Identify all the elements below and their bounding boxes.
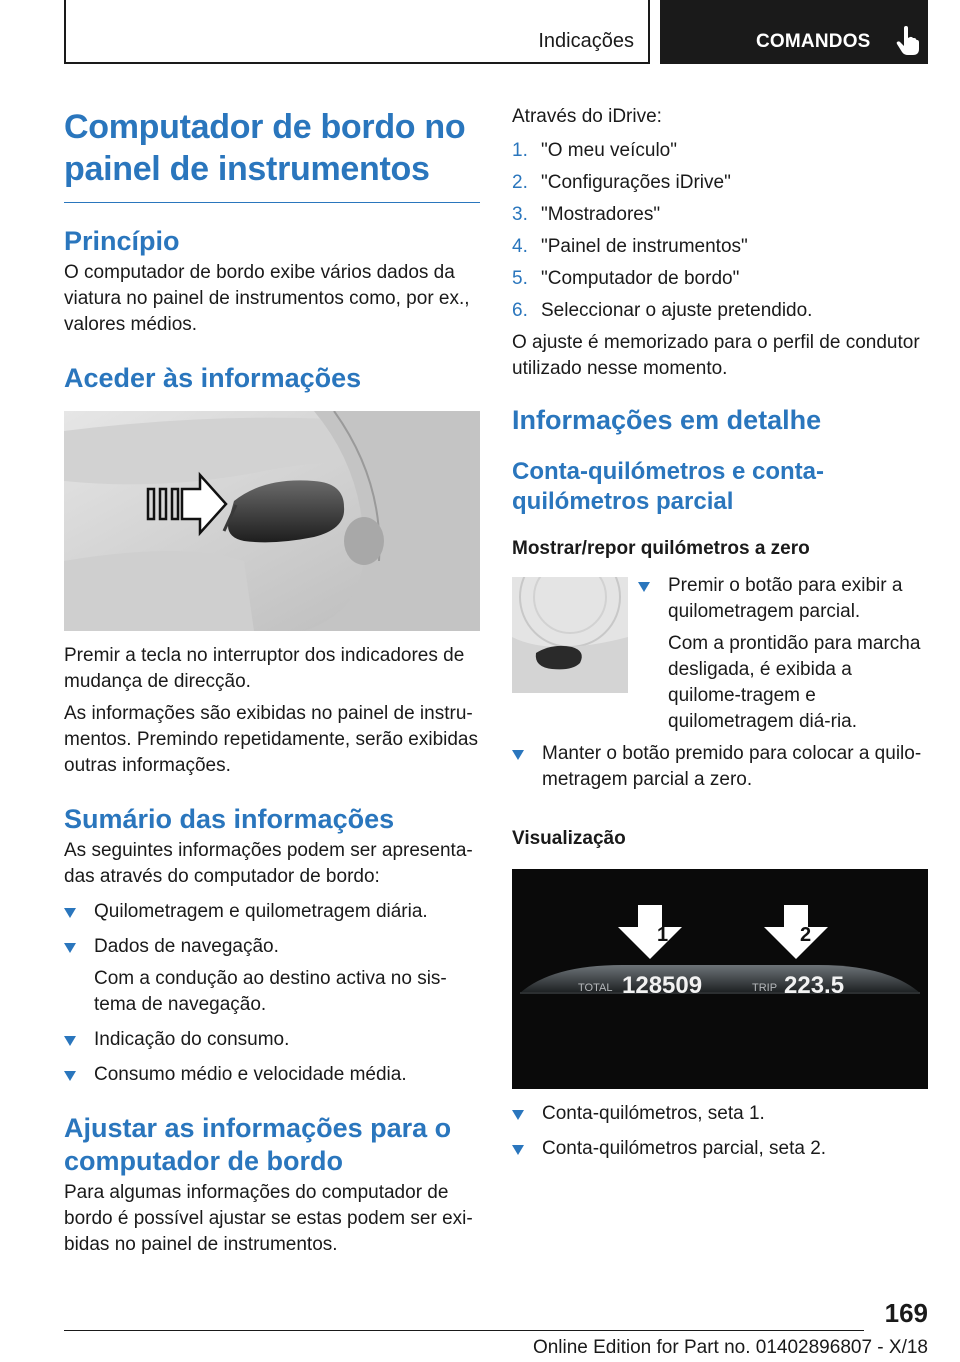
header-chapter-title: COMANDOS bbox=[756, 31, 871, 52]
show-reset-heading: Mostrar/repor quilómetros a zero bbox=[512, 538, 810, 559]
step-number: 2. bbox=[512, 172, 528, 193]
header-chapter-box bbox=[660, 0, 928, 64]
summary-heading: Sumário das informações bbox=[64, 804, 395, 834]
turn-signal-stalk-image bbox=[64, 411, 480, 631]
press-button-item bbox=[638, 573, 928, 735]
step-text: Seleccionar o ajuste pretendido. bbox=[541, 300, 813, 321]
footer-rule bbox=[64, 1330, 864, 1331]
triangle-bullet-icon bbox=[64, 1036, 76, 1046]
list-item bbox=[64, 1062, 482, 1088]
title-rule bbox=[64, 202, 480, 203]
step-number: 6. bbox=[512, 300, 528, 321]
step-text: "Configurações iDrive" bbox=[541, 172, 731, 193]
adjust-heading bbox=[64, 1112, 482, 1178]
step-item bbox=[512, 202, 928, 228]
list-item bbox=[64, 934, 482, 1018]
hold-item-text: Manter o botão premido para colocar a quilo‐metragem parcial a zero. bbox=[542, 743, 922, 790]
triangle-bullet-icon bbox=[638, 582, 650, 592]
step-text: "Mostradores" bbox=[541, 204, 661, 225]
odometer-heading bbox=[512, 457, 928, 517]
view-heading: Visualização bbox=[512, 828, 626, 849]
list-item-text: Indicação do consumo. bbox=[94, 1029, 290, 1050]
access-heading: Aceder às informações bbox=[64, 363, 362, 393]
footer-edition: Online Edition for Part no. 01402896807 - X/18 bbox=[532, 1337, 928, 1358]
step-text: "Painel de instrumentos" bbox=[541, 236, 748, 257]
odometer-display-image bbox=[512, 869, 928, 1089]
press-item-note: Com a prontidão para marcha desligada, é exibida a quilome‐tragem e quilometragem diá‐ria. bbox=[668, 633, 921, 732]
odometer-button-image bbox=[512, 577, 628, 693]
odometer-heading-line-1: Conta-quilómetros e conta- bbox=[512, 458, 825, 485]
left-column bbox=[64, 100, 482, 1258]
page-title-line-1: Computador de bordo no bbox=[64, 108, 466, 146]
header-section-title: Indicações bbox=[538, 30, 634, 52]
trip-value: 223.5 bbox=[784, 972, 845, 999]
access-text-1: Premir a tecla no interruptor dos indicadores de mudança de direcção. bbox=[64, 645, 465, 692]
detail-heading: Informações em detalhe bbox=[512, 405, 822, 435]
adjust-text: Para algumas informações do computador de bordo é possível ajustar se estas podem ser exi‐bidas no painel de instrumentos. bbox=[64, 1182, 473, 1255]
page-title bbox=[64, 100, 482, 190]
adjust-heading-line-2: computador de bordo bbox=[64, 1146, 343, 1176]
press-item-text: Premir o botão para exibir a quilometragem parcial. bbox=[668, 575, 903, 622]
right-column bbox=[512, 100, 928, 1162]
access-text-2: As informações são exibidas no painel de instru‐mentos. Premindo repetidamente, serão exibidas outras informações. bbox=[64, 703, 479, 776]
odometer-button-illustration bbox=[512, 577, 628, 693]
list-item bbox=[64, 899, 482, 925]
triangle-bullet-icon bbox=[512, 750, 524, 760]
list-item-note: Com a condução ao destino activa no sis‐tema de navegação. bbox=[94, 968, 447, 1015]
memorized-text: O ajuste é memorizado para o perfil de condutor utilizado nesse momento. bbox=[512, 332, 920, 379]
odometer-heading-line-2: quilómetros parcial bbox=[512, 488, 734, 515]
step-number: 5. bbox=[512, 268, 528, 289]
step-item bbox=[512, 138, 928, 164]
reset-block bbox=[512, 573, 928, 739]
step-text: "O meu veículo" bbox=[541, 140, 677, 161]
step-item bbox=[512, 234, 928, 260]
step-item bbox=[512, 266, 928, 292]
triangle-bullet-icon bbox=[64, 1071, 76, 1081]
list-item-text: Dados de navegação. bbox=[94, 936, 279, 957]
triangle-bullet-icon bbox=[64, 908, 76, 918]
step-item bbox=[512, 298, 928, 324]
total-label: TOTAL bbox=[578, 982, 613, 994]
view-item-text: Conta-quilómetros parcial, seta 2. bbox=[542, 1138, 827, 1159]
odometer-display-illustration bbox=[512, 869, 928, 1089]
step-number: 1. bbox=[512, 140, 528, 161]
view-item-text: Conta-quilómetros, seta 1. bbox=[542, 1103, 765, 1124]
total-value: 128509 bbox=[622, 972, 703, 999]
header-section-box bbox=[64, 0, 650, 64]
principle-text: O computador de bordo exibe vários dados da viatura no painel de instrumentos como, por ex., valores médios. bbox=[64, 262, 470, 335]
view-item bbox=[512, 1101, 928, 1127]
list-item bbox=[64, 1027, 482, 1053]
list-item-text: Consumo médio e velocidade média. bbox=[94, 1064, 407, 1085]
step-number: 3. bbox=[512, 204, 528, 225]
view-item bbox=[512, 1136, 928, 1162]
page-number: 169 bbox=[884, 1298, 928, 1328]
trip-label: TRIP bbox=[752, 982, 778, 994]
hold-button-item bbox=[512, 741, 928, 793]
turn-signal-stalk-illustration bbox=[64, 411, 480, 631]
idrive-intro: Através do iDrive: bbox=[512, 106, 662, 127]
summary-intro: As seguintes informações podem ser apresenta‐das através do computador de bordo: bbox=[64, 840, 473, 887]
principle-heading: Princípio bbox=[64, 226, 180, 256]
triangle-bullet-icon bbox=[64, 943, 76, 953]
idrive-steps bbox=[512, 138, 928, 324]
step-text: "Computador de bordo" bbox=[541, 268, 740, 289]
page-title-line-2: painel de instrumentos bbox=[64, 150, 430, 188]
triangle-bullet-icon bbox=[512, 1145, 524, 1155]
step-item bbox=[512, 170, 928, 196]
step-number: 4. bbox=[512, 236, 528, 257]
hand-pointer-icon bbox=[896, 26, 920, 56]
list-item-text: Quilometragem e quilometragem diária. bbox=[94, 901, 428, 922]
triangle-bullet-icon bbox=[512, 1110, 524, 1120]
arrow-1-label: 1 bbox=[657, 924, 669, 946]
arrow-2-label: 2 bbox=[800, 924, 812, 946]
adjust-heading-line-1: Ajustar as informações para o bbox=[64, 1113, 452, 1143]
